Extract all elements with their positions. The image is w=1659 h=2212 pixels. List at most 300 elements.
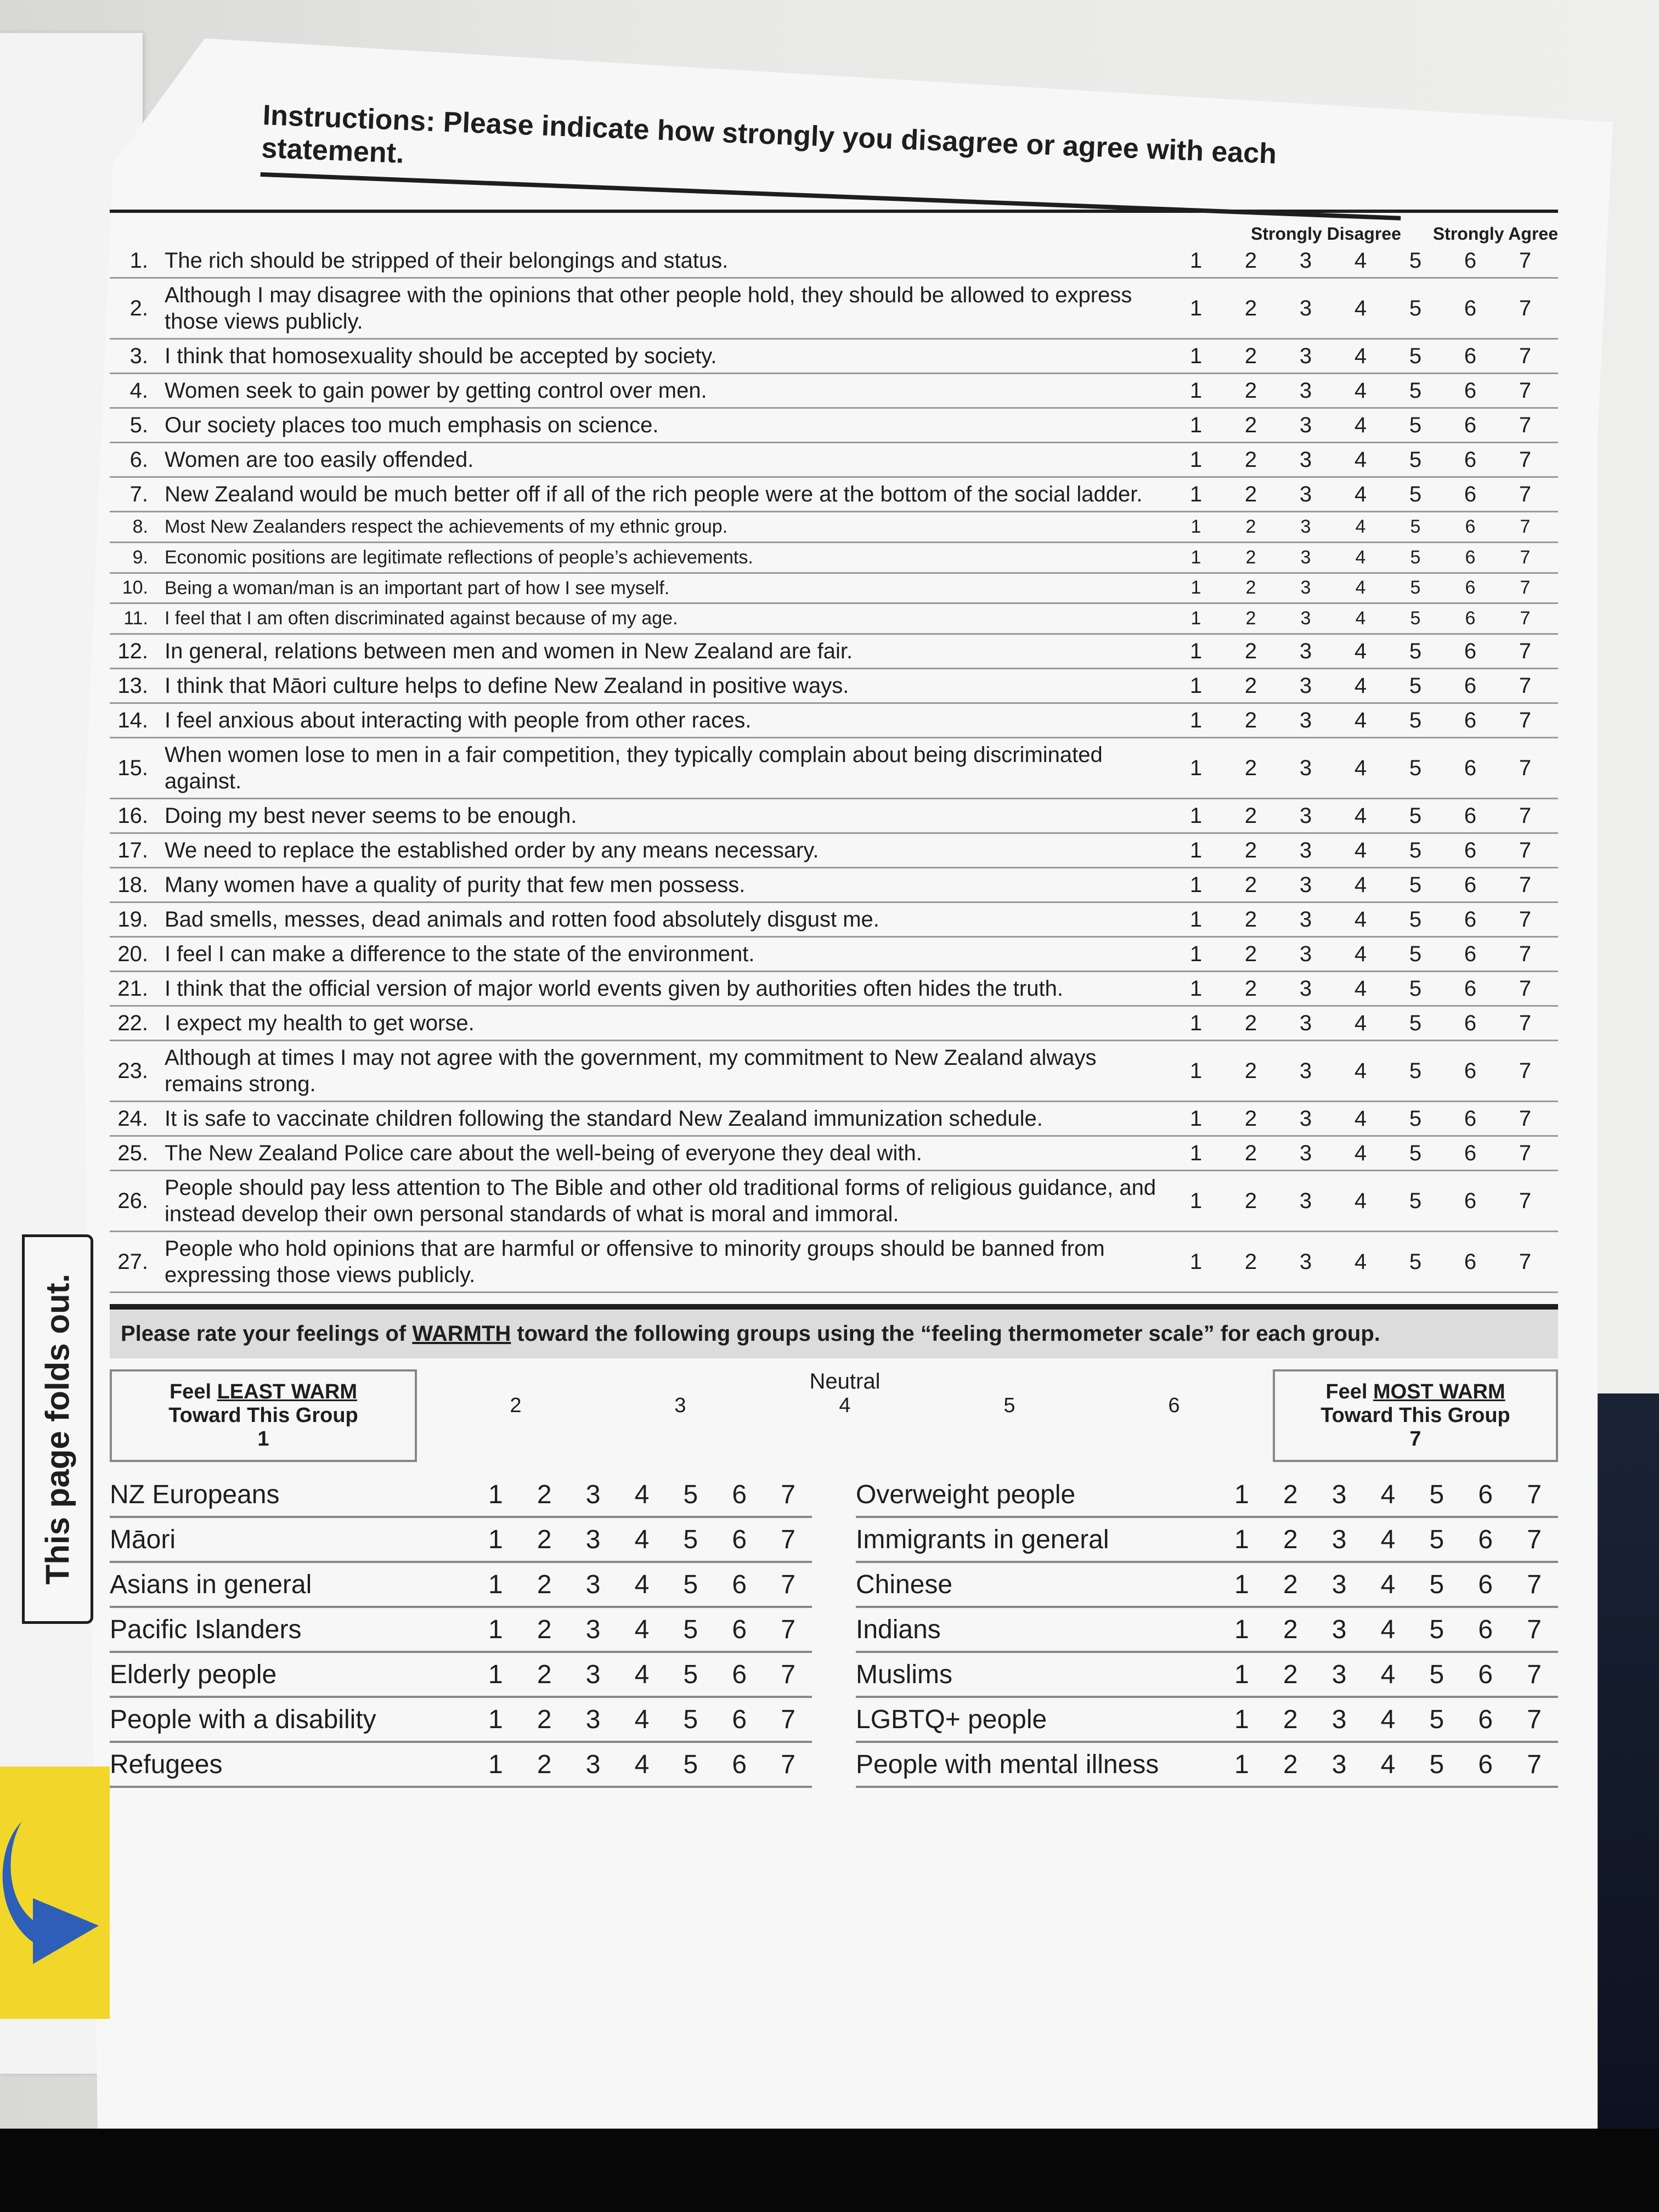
statement-number: 26.: [117, 1188, 148, 1213]
rating-scale: [1163, 547, 1558, 568]
warmth-option[interactable]: 2: [537, 1615, 552, 1644]
rating-option[interactable]: 2: [1245, 608, 1256, 629]
rating-option[interactable]: 4: [1354, 447, 1367, 472]
warmth-option[interactable]: 1: [1234, 1570, 1249, 1599]
warmth-option[interactable]: 3: [1331, 1525, 1347, 1554]
warmth-option[interactable]: 5: [1429, 1750, 1444, 1779]
rating-option[interactable]: 3: [1299, 1058, 1312, 1083]
rating-option[interactable]: 7: [1519, 1011, 1532, 1035]
rating-scale: [1163, 1059, 1558, 1084]
warmth-option[interactable]: 5: [1429, 1705, 1444, 1734]
rating-option[interactable]: 7: [1519, 708, 1532, 732]
rating-option[interactable]: 5: [1409, 1249, 1422, 1274]
rating-option[interactable]: 6: [1464, 872, 1477, 897]
rating-option[interactable]: 7: [1519, 1141, 1532, 1165]
rating-option[interactable]: 5: [1409, 907, 1422, 932]
rating-option[interactable]: 6: [1464, 976, 1477, 1001]
rating-option[interactable]: 2: [1244, 907, 1257, 932]
rating-option[interactable]: 4: [1354, 378, 1367, 403]
warmth-option[interactable]: 5: [1429, 1615, 1444, 1644]
warmth-option[interactable]: 3: [585, 1480, 601, 1509]
rating-option[interactable]: 1: [1190, 546, 1201, 568]
rating-option[interactable]: 2: [1244, 296, 1257, 320]
rating-option[interactable]: 6: [1464, 1249, 1477, 1274]
rating-scale: [1163, 516, 1558, 538]
rating-option[interactable]: 3: [1299, 447, 1312, 472]
rating-option[interactable]: 2: [1244, 941, 1257, 966]
warmth-option[interactable]: 1: [1234, 1660, 1249, 1689]
warmth-option[interactable]: 2: [537, 1705, 552, 1734]
warmth-option[interactable]: 7: [781, 1750, 795, 1779]
rating-option[interactable]: 3: [1299, 755, 1312, 780]
rating-option[interactable]: 2: [1244, 872, 1257, 897]
rating-option[interactable]: 5: [1409, 976, 1422, 1001]
warmth-option[interactable]: 3: [1331, 1480, 1347, 1509]
warmth-option[interactable]: 1: [1234, 1750, 1249, 1779]
rating-option[interactable]: 7: [1519, 639, 1532, 663]
rating-option[interactable]: 6: [1464, 296, 1477, 320]
rating-option[interactable]: 3: [1300, 546, 1311, 568]
rating-option[interactable]: 4: [1354, 639, 1367, 663]
warmth-option[interactable]: 6: [732, 1660, 747, 1689]
warmth-option[interactable]: 2: [1283, 1525, 1298, 1554]
rating-option[interactable]: 5: [1409, 838, 1422, 862]
rating-option[interactable]: 7: [1519, 1058, 1532, 1083]
warmth-option[interactable]: 3: [585, 1570, 601, 1599]
warmth-option[interactable]: 7: [1527, 1480, 1542, 1509]
warmth-option[interactable]: 2: [537, 1480, 552, 1509]
warmth-option[interactable]: 4: [634, 1750, 650, 1779]
rating-option[interactable]: 7: [1519, 755, 1532, 780]
rating-option[interactable]: 1: [1189, 1011, 1203, 1035]
rating-option[interactable]: 4: [1354, 803, 1367, 828]
warmth-option[interactable]: 3: [585, 1705, 601, 1734]
rating-option[interactable]: 2: [1244, 248, 1257, 273]
warmth-scale: [472, 1525, 812, 1555]
rating-option[interactable]: 5: [1409, 482, 1422, 506]
rating-option[interactable]: 2: [1245, 577, 1256, 599]
rating-option[interactable]: 4: [1354, 1249, 1367, 1274]
rating-option[interactable]: 3: [1299, 872, 1312, 897]
rating-option[interactable]: 1: [1189, 413, 1203, 437]
rating-option[interactable]: 1: [1190, 577, 1201, 599]
rating-option[interactable]: 6: [1464, 639, 1477, 663]
rating-option[interactable]: 5: [1410, 546, 1421, 568]
rating-option[interactable]: 7: [1519, 482, 1532, 506]
warmth-option[interactable]: 7: [1527, 1570, 1542, 1599]
rating-option[interactable]: 6: [1464, 907, 1477, 932]
rating-option[interactable]: 1: [1190, 516, 1201, 537]
rating-option[interactable]: 7: [1519, 447, 1532, 472]
rating-option[interactable]: 1: [1189, 941, 1203, 966]
rating-option[interactable]: 1: [1189, 708, 1203, 732]
rating-option[interactable]: 4: [1355, 608, 1366, 629]
rating-option[interactable]: 2: [1244, 1141, 1257, 1165]
rating-option[interactable]: 5: [1410, 608, 1421, 629]
rating-option[interactable]: 4: [1354, 673, 1367, 698]
warmth-option[interactable]: 5: [1429, 1570, 1444, 1599]
rating-option[interactable]: 1: [1190, 608, 1201, 629]
warmth-option[interactable]: 3: [585, 1615, 601, 1644]
warmth-option[interactable]: 2: [1283, 1480, 1298, 1509]
warmth-option[interactable]: 3: [1331, 1660, 1347, 1689]
rating-option[interactable]: 7: [1519, 673, 1532, 698]
rating-option[interactable]: 6: [1464, 1011, 1477, 1035]
rating-option[interactable]: 5: [1409, 1188, 1422, 1213]
rating-option[interactable]: 5: [1409, 296, 1422, 320]
rating-option[interactable]: 5: [1409, 941, 1422, 966]
rating-option[interactable]: 3: [1299, 343, 1312, 368]
warmth-option[interactable]: 4: [1380, 1750, 1396, 1779]
rating-option[interactable]: 2: [1244, 343, 1257, 368]
rating-option[interactable]: 7: [1519, 248, 1532, 273]
rating-option[interactable]: 3: [1299, 673, 1312, 698]
warmth-option[interactable]: 7: [1527, 1750, 1542, 1779]
warmth-option[interactable]: 6: [1478, 1570, 1493, 1599]
rating-option[interactable]: 6: [1465, 577, 1476, 599]
rating-option[interactable]: 5: [1409, 248, 1422, 273]
warmth-option[interactable]: 2: [1283, 1705, 1298, 1734]
warmth-option[interactable]: 4: [634, 1480, 650, 1509]
rating-option[interactable]: 5: [1409, 447, 1422, 472]
rating-option[interactable]: 2: [1244, 378, 1257, 403]
warmth-option[interactable]: 5: [683, 1525, 698, 1554]
rating-option[interactable]: 1: [1189, 1249, 1203, 1274]
rating-option[interactable]: 7: [1519, 941, 1532, 966]
rating-option[interactable]: 1: [1189, 343, 1203, 368]
rating-option[interactable]: 5: [1410, 516, 1421, 537]
rating-option[interactable]: 4: [1354, 1106, 1367, 1131]
rating-option[interactable]: 4: [1354, 343, 1367, 368]
rating-option[interactable]: 2: [1244, 1106, 1257, 1131]
warmth-option[interactable]: 3: [585, 1525, 601, 1554]
rating-option[interactable]: 6: [1464, 248, 1477, 273]
rating-option[interactable]: 6: [1464, 343, 1477, 368]
rating-option[interactable]: 3: [1299, 413, 1312, 437]
rating-option[interactable]: 7: [1520, 546, 1531, 568]
rating-option[interactable]: 4: [1355, 546, 1366, 568]
rating-option[interactable]: 2: [1244, 413, 1257, 437]
warmth-option[interactable]: 5: [683, 1615, 698, 1644]
warmth-option[interactable]: 4: [1380, 1615, 1396, 1644]
warmth-option[interactable]: 2: [1283, 1660, 1298, 1689]
rating-option[interactable]: 1: [1189, 447, 1203, 472]
warmth-option[interactable]: 7: [1527, 1525, 1542, 1554]
rating-option[interactable]: 6: [1464, 755, 1477, 780]
warmth-option[interactable]: 6: [1478, 1615, 1493, 1644]
statement-row: [110, 478, 1558, 512]
warmth-option[interactable]: 1: [488, 1480, 503, 1509]
rating-option[interactable]: 1: [1189, 378, 1203, 403]
rating-option[interactable]: 1: [1189, 838, 1203, 862]
warmth-option[interactable]: 4: [1380, 1705, 1396, 1734]
rating-option[interactable]: 3: [1299, 1249, 1312, 1274]
warmth-option[interactable]: 2: [1283, 1570, 1298, 1599]
rating-option[interactable]: 6: [1464, 1188, 1477, 1213]
rating-option[interactable]: 4: [1354, 708, 1367, 732]
statement-text: People should pay less attention to The Bible and other old traditional forms of religious guidance, and instead develop their own personal standards of what is moral and immoral.: [165, 1176, 1156, 1227]
rating-option[interactable]: 6: [1464, 447, 1477, 472]
rating-option[interactable]: 1: [1189, 976, 1203, 1001]
rating-option[interactable]: 3: [1299, 1188, 1312, 1213]
rating-option[interactable]: 2: [1244, 1249, 1257, 1274]
rating-option[interactable]: 1: [1189, 1106, 1203, 1131]
rating-option[interactable]: 3: [1299, 378, 1312, 403]
rating-option[interactable]: 5: [1409, 1106, 1422, 1131]
warmth-option[interactable]: 6: [732, 1525, 747, 1554]
rating-option[interactable]: 1: [1189, 639, 1203, 663]
rating-option[interactable]: 1: [1189, 755, 1203, 780]
warmth-option[interactable]: 1: [488, 1525, 503, 1554]
warmth-option[interactable]: 6: [732, 1615, 747, 1644]
rating-option[interactable]: 4: [1354, 296, 1367, 320]
warmth-option[interactable]: 2: [1283, 1615, 1298, 1644]
warmth-option[interactable]: 5: [683, 1705, 698, 1734]
rating-option[interactable]: 1: [1189, 907, 1203, 932]
warmth-option[interactable]: 1: [488, 1660, 503, 1689]
rating-option[interactable]: 2: [1244, 803, 1257, 828]
warmth-option[interactable]: 1: [1234, 1615, 1249, 1644]
rating-option[interactable]: 6: [1464, 378, 1477, 403]
warmth-option[interactable]: 7: [1527, 1615, 1542, 1644]
rating-option[interactable]: 5: [1409, 1141, 1422, 1165]
rating-option[interactable]: 1: [1189, 1058, 1203, 1083]
warmth-option[interactable]: 7: [781, 1525, 795, 1554]
rating-option[interactable]: 5: [1409, 872, 1422, 897]
rating-option[interactable]: 6: [1464, 673, 1477, 698]
rating-option[interactable]: 3: [1299, 976, 1312, 1001]
rating-option[interactable]: 4: [1354, 413, 1367, 437]
rating-option[interactable]: 6: [1464, 1106, 1477, 1131]
group-label: Pacific Islanders: [110, 1615, 302, 1644]
rating-option[interactable]: 7: [1519, 1106, 1532, 1131]
rating-option[interactable]: 4: [1354, 248, 1367, 273]
rating-option[interactable]: 3: [1300, 608, 1311, 629]
rating-option[interactable]: 7: [1519, 378, 1532, 403]
warmth-option[interactable]: 7: [781, 1570, 795, 1599]
rating-option[interactable]: 7: [1519, 296, 1532, 320]
warmth-option[interactable]: 5: [1429, 1660, 1444, 1689]
rating-option[interactable]: 2: [1245, 516, 1256, 537]
warmth-option[interactable]: 5: [683, 1660, 698, 1689]
rating-option[interactable]: 4: [1354, 1011, 1367, 1035]
rating-option[interactable]: 4: [1354, 1058, 1367, 1083]
rating-option[interactable]: 6: [1464, 941, 1477, 966]
warmth-option[interactable]: 4: [1380, 1570, 1396, 1599]
rating-option[interactable]: 2: [1244, 673, 1257, 698]
warmth-option[interactable]: 2: [537, 1525, 552, 1554]
rating-option[interactable]: 2: [1245, 546, 1256, 568]
rating-option[interactable]: 6: [1464, 1058, 1477, 1083]
warmth-option[interactable]: 3: [585, 1660, 601, 1689]
rating-option[interactable]: 4: [1354, 907, 1367, 932]
warmth-option[interactable]: 4: [634, 1660, 650, 1689]
warmth-option[interactable]: 6: [732, 1705, 747, 1734]
rating-option[interactable]: 3: [1299, 639, 1312, 663]
rating-option[interactable]: 3: [1300, 577, 1311, 599]
rating-option[interactable]: 7: [1519, 1249, 1532, 1274]
rating-option[interactable]: 7: [1519, 976, 1532, 1001]
rating-option[interactable]: 1: [1189, 803, 1203, 828]
warmth-option[interactable]: 3: [1331, 1750, 1347, 1779]
rating-option[interactable]: 6: [1464, 413, 1477, 437]
rating-option[interactable]: 6: [1464, 708, 1477, 732]
rating-option[interactable]: 6: [1465, 546, 1476, 568]
rating-option[interactable]: 7: [1520, 608, 1531, 629]
rating-option[interactable]: 3: [1299, 296, 1312, 320]
rating-option[interactable]: 5: [1409, 639, 1422, 663]
warmth-option[interactable]: 3: [585, 1750, 601, 1779]
rating-option[interactable]: 7: [1519, 1188, 1532, 1213]
rating-option[interactable]: 1: [1189, 1188, 1203, 1213]
rating-option[interactable]: 5: [1410, 577, 1421, 599]
rating-option[interactable]: 6: [1464, 838, 1477, 862]
warmth-option[interactable]: 3: [1331, 1570, 1347, 1599]
statement-text: New Zealand would be much better off if all of the rich people were at the bottom of the social ladder.: [165, 482, 1143, 506]
rating-option[interactable]: 5: [1409, 343, 1422, 368]
rating-option[interactable]: 4: [1354, 482, 1367, 506]
warmth-option[interactable]: 2: [1283, 1750, 1298, 1779]
rating-option[interactable]: 5: [1409, 1058, 1422, 1083]
warmth-option[interactable]: 4: [1380, 1660, 1396, 1689]
rating-option[interactable]: 4: [1354, 838, 1367, 862]
warmth-option[interactable]: 1: [1234, 1705, 1249, 1734]
warmth-option[interactable]: 3: [1331, 1705, 1347, 1734]
rating-option[interactable]: 3: [1300, 516, 1311, 537]
rating-option[interactable]: 1: [1189, 1141, 1203, 1165]
warmth-option[interactable]: 6: [1478, 1525, 1493, 1554]
warmth-option[interactable]: 7: [1527, 1660, 1542, 1689]
warmth-option[interactable]: 1: [488, 1615, 503, 1644]
rating-option[interactable]: 1: [1189, 872, 1203, 897]
rating-option[interactable]: 5: [1409, 673, 1422, 698]
warmth-option[interactable]: 4: [634, 1705, 650, 1734]
rating-option[interactable]: 2: [1244, 639, 1257, 663]
warmth-option[interactable]: 2: [537, 1750, 552, 1779]
rating-option[interactable]: 7: [1519, 343, 1532, 368]
warmth-option[interactable]: 4: [1380, 1525, 1396, 1554]
rating-option[interactable]: 3: [1299, 907, 1312, 932]
rating-option[interactable]: 4: [1355, 516, 1366, 537]
rating-option[interactable]: 7: [1519, 872, 1532, 897]
rating-option[interactable]: 6: [1465, 608, 1476, 629]
rating-option[interactable]: 5: [1409, 378, 1422, 403]
warmth-option[interactable]: 7: [1527, 1705, 1542, 1734]
warmth-option[interactable]: 2: [537, 1660, 552, 1689]
rating-option[interactable]: 2: [1244, 755, 1257, 780]
rating-option[interactable]: 3: [1299, 838, 1312, 862]
warmth-option[interactable]: 6: [1478, 1480, 1493, 1509]
rating-option[interactable]: 3: [1299, 1106, 1312, 1131]
warmth-option[interactable]: 4: [634, 1525, 650, 1554]
warmth-option[interactable]: 1: [488, 1570, 503, 1599]
rating-option[interactable]: 3: [1299, 1141, 1312, 1165]
rating-option[interactable]: 2: [1244, 447, 1257, 472]
rating-option[interactable]: 2: [1244, 1058, 1257, 1083]
rating-option[interactable]: 2: [1244, 838, 1257, 862]
warmth-option[interactable]: 4: [1380, 1480, 1396, 1509]
rating-option[interactable]: 5: [1409, 1011, 1422, 1035]
warmth-option[interactable]: 4: [634, 1615, 650, 1644]
rating-option[interactable]: 4: [1354, 1188, 1367, 1213]
rating-option[interactable]: 4: [1354, 1141, 1367, 1165]
warmth-option[interactable]: 1: [1234, 1480, 1249, 1509]
warmth-option[interactable]: 5: [683, 1480, 698, 1509]
warmth-option[interactable]: 7: [781, 1615, 795, 1644]
warmth-option[interactable]: 6: [732, 1480, 747, 1509]
warmth-option[interactable]: 1: [488, 1705, 503, 1734]
rating-option[interactable]: 5: [1409, 755, 1422, 780]
rating-option[interactable]: 7: [1519, 907, 1532, 932]
rating-option[interactable]: 3: [1299, 248, 1312, 273]
rating-option[interactable]: 3: [1299, 803, 1312, 828]
rating-option[interactable]: 2: [1244, 976, 1257, 1001]
rating-option[interactable]: 1: [1189, 673, 1203, 698]
warmth-option[interactable]: 6: [732, 1570, 747, 1599]
warmth-option[interactable]: 5: [1429, 1480, 1444, 1509]
warmth-option[interactable]: 6: [1478, 1750, 1493, 1779]
rating-option[interactable]: 1: [1189, 296, 1203, 320]
rating-option[interactable]: 6: [1464, 482, 1477, 506]
rating-option[interactable]: 4: [1354, 872, 1367, 897]
rating-option[interactable]: 7: [1519, 413, 1532, 437]
rating-option[interactable]: 2: [1244, 708, 1257, 732]
warmth-option[interactable]: 3: [1331, 1615, 1347, 1644]
rating-option[interactable]: 3: [1299, 941, 1312, 966]
warmth-option[interactable]: 6: [1478, 1660, 1493, 1689]
warmth-option[interactable]: 1: [488, 1750, 503, 1779]
rating-option[interactable]: 3: [1299, 1011, 1312, 1035]
warmth-option[interactable]: 5: [1429, 1525, 1444, 1554]
rating-option[interactable]: 7: [1520, 516, 1531, 537]
rating-option[interactable]: 3: [1299, 482, 1312, 506]
rating-option[interactable]: 1: [1189, 248, 1203, 273]
rating-option[interactable]: 7: [1519, 803, 1532, 828]
rating-option[interactable]: 4: [1355, 577, 1366, 599]
rating-option[interactable]: 5: [1409, 413, 1422, 437]
rating-option[interactable]: 6: [1465, 516, 1476, 537]
rating-option[interactable]: 3: [1299, 708, 1312, 732]
warmth-option[interactable]: 7: [781, 1480, 795, 1509]
rating-option[interactable]: 2: [1244, 1188, 1257, 1213]
rating-option[interactable]: 7: [1519, 838, 1532, 862]
rating-option[interactable]: 5: [1409, 803, 1422, 828]
warmth-option[interactable]: 4: [634, 1570, 650, 1599]
rating-option[interactable]: 6: [1464, 803, 1477, 828]
rating-option[interactable]: 4: [1354, 755, 1367, 780]
group-row: [110, 1653, 812, 1698]
warmth-option[interactable]: 6: [732, 1750, 747, 1779]
warmth-option[interactable]: 6: [1478, 1705, 1493, 1734]
right-group-column: [856, 1473, 1558, 1788]
rating-option[interactable]: 6: [1464, 1141, 1477, 1165]
warmth-option[interactable]: 2: [537, 1570, 552, 1599]
fold-out-tab[interactable]: This page folds out.: [22, 1234, 93, 1624]
warmth-option[interactable]: 1: [1234, 1525, 1249, 1554]
rating-option[interactable]: 4: [1354, 941, 1367, 966]
rating-option[interactable]: 7: [1520, 577, 1531, 599]
warmth-option[interactable]: 5: [683, 1750, 698, 1779]
rating-option[interactable]: 2: [1244, 1011, 1257, 1035]
warmth-option[interactable]: 7: [781, 1660, 795, 1689]
rating-option[interactable]: 1: [1189, 482, 1203, 506]
warmth-option[interactable]: 7: [781, 1705, 795, 1734]
rating-option[interactable]: 2: [1244, 482, 1257, 506]
rating-option[interactable]: 4: [1354, 976, 1367, 1001]
warmth-option[interactable]: 5: [683, 1570, 698, 1599]
warmth-scale: [1218, 1615, 1558, 1645]
rating-option[interactable]: 5: [1409, 708, 1422, 732]
